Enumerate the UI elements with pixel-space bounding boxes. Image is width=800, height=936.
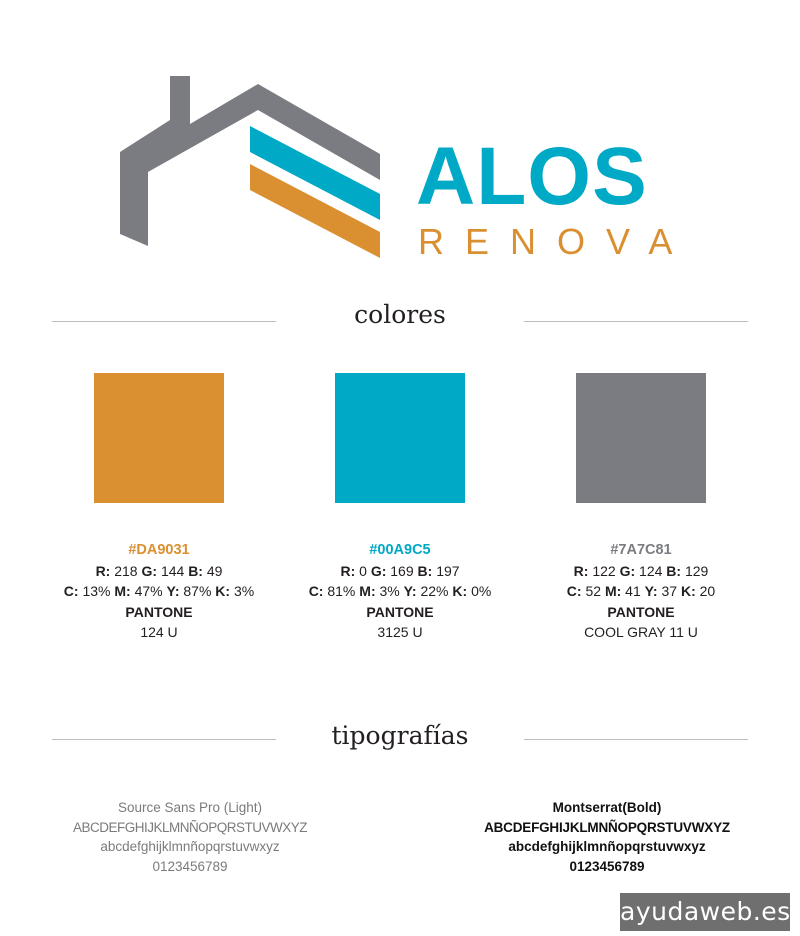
color-hex: #7A7C81: [610, 542, 672, 558]
font-digits: 0123456789: [152, 858, 228, 874]
brand-name: ALOS: [416, 131, 648, 222]
brand-subtitle: RENOVA: [418, 221, 694, 262]
section-title-typography: tipografías: [331, 721, 469, 750]
font-name: Source Sans Pro (Light): [117, 800, 263, 815]
color-cmyk: C: 13% M: 47% Y: 87% K: 3%: [63, 583, 255, 599]
font-sample-bold: [447, 798, 767, 876]
pantone-code: COOL GRAY 11 U: [584, 624, 698, 640]
watermark: ayudaweb.es: [620, 893, 790, 931]
color-swatch-blue: [335, 373, 465, 503]
font-uppercase: ABCDEFGHIJKLMNÑOPQRSTUVWXYZ: [484, 819, 730, 835]
color-info-blue: [280, 540, 520, 643]
font-name: Montserrat(Bold): [552, 800, 662, 815]
pantone-code: 124 U: [140, 624, 178, 640]
pantone-label: PANTONE: [607, 603, 675, 620]
color-cmyk: C: 52 M: 41 Y: 37 K: 20: [566, 583, 716, 599]
color-cmyk: C: 81% M: 3% Y: 22% K: 0%: [308, 583, 492, 599]
pantone-label: PANTONE: [366, 603, 434, 620]
color-rgb: R: 0 G: 169 B: 197: [340, 562, 460, 579]
color-rgb: R: 218 G: 144 B: 49: [95, 562, 223, 579]
pantone-label: PANTONE: [125, 603, 193, 620]
font-digits: 0123456789: [569, 858, 645, 874]
brand-logo: [118, 74, 694, 264]
color-info-gray: [521, 540, 761, 643]
color-hex: #DA9031: [128, 542, 190, 558]
font-uppercase: ABCDEFGHIJKLMNÑOPQRSTUVWXYZ: [72, 819, 308, 835]
font-lowercase: abcdefghijklmnñopqrstuvwxyz: [508, 839, 706, 854]
section-title-colors: colores: [354, 300, 446, 329]
color-hex: #00A9C5: [369, 542, 431, 558]
font-sample-light: [40, 798, 340, 876]
pantone-code: 3125 U: [377, 624, 423, 640]
color-swatch-gray: [576, 373, 706, 503]
color-info-orange: [39, 540, 279, 643]
color-swatch-orange: [94, 373, 224, 503]
font-lowercase: abcdefghijklmnñopqrstuvwxyz: [100, 839, 280, 854]
color-rgb: R: 122 G: 124 B: 129: [573, 562, 709, 579]
house-roof-icon: [118, 74, 388, 264]
